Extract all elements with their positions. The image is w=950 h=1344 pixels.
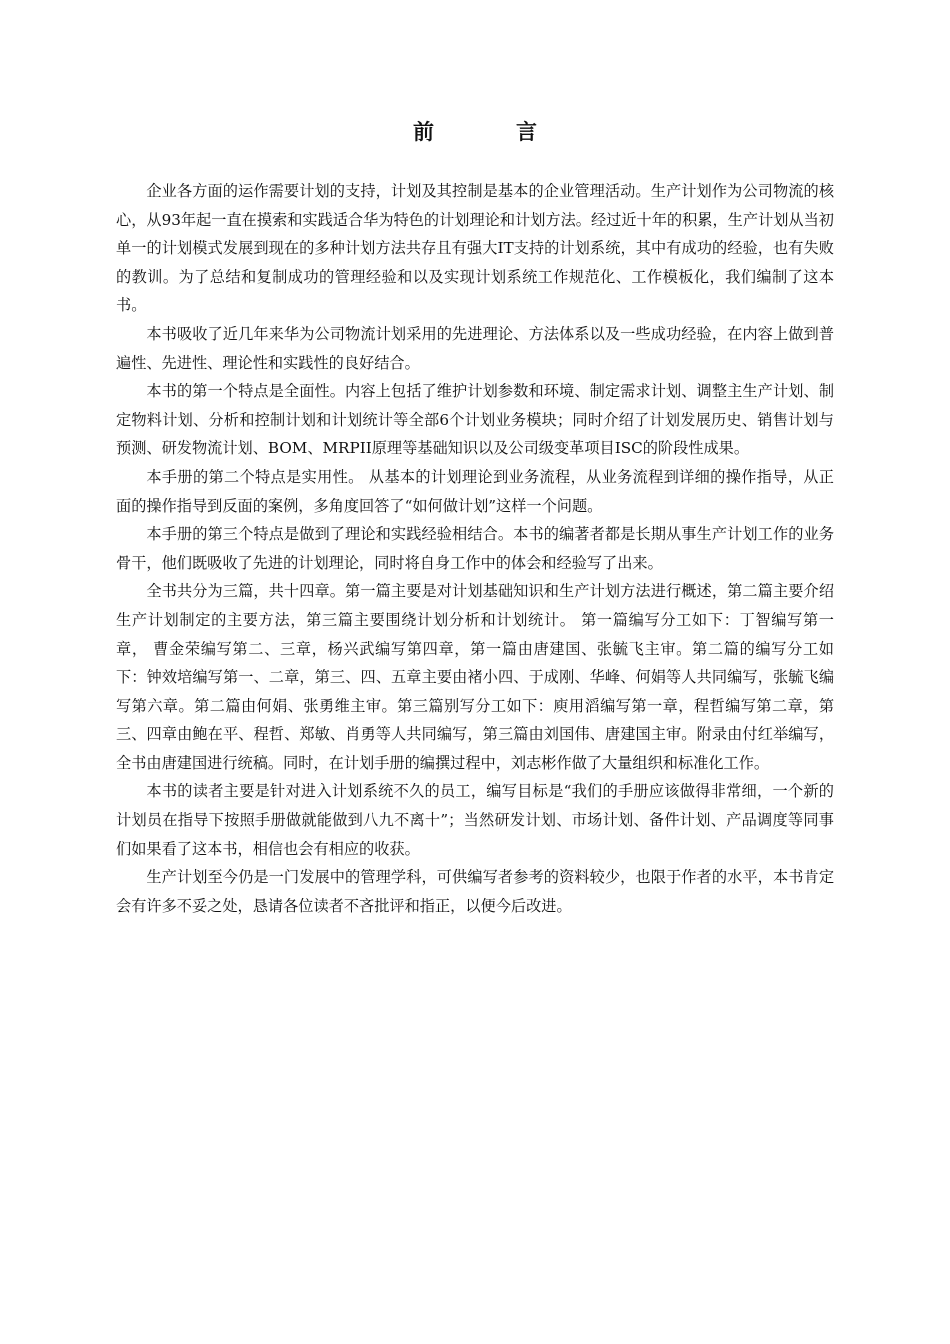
paragraph-intro: 企业各方面的运作需要计划的支持，计划及其控制是基本的企业管理活动。生产计划作为公司物流的核心，从93年起一直在摸索和实践适合华为特色的计划理论和计划方法。经过近十年的积累，生产计划从当初单一的计划模式发展到现在的多种计划方法共存且有强大IT支持的计划系统，其中有成功的经验，也有失败的教训。为了总结和复制成功的管理经验和以及实现计划系统工作规范化、工作模板化，我们编制了这本书。 [116, 182, 834, 315]
paragraph-feature-comprehensive: 本书的第一个特点是全面性。内容上包括了维护计划参数和环境、制定需求计划、调整主生产计划、制定物料计划、分析和控制计划和计划统计等全部6个计划业务模块；同时介绍了计划发展历史、销售计划与预测、研发物流计划、BOM、MRPII原理等基础知识以及公司级变革项目ISC的阶段性成果。 [116, 382, 834, 458]
title-char-1: 前 [413, 119, 434, 144]
page-title [0, 116, 950, 146]
paragraph-feature-theory-practice: 本手册的第三个特点是做到了理论和实践经验相结合。本书的编著者都是长期从事生产计划工作的业务骨干，他们既吸收了先进的计划理论，同时将自身工作中的体会和经验写了出来。 [116, 525, 834, 572]
paragraph-closing: 生产计划至今仍是一门发展中的管理学科，可供编写者参考的资料较少，也限于作者的水平，本书肯定会有许多不妥之处，恳请各位读者不吝批评和指正，以便今后改进。 [116, 868, 834, 915]
preface-body [116, 177, 834, 920]
title-char-2: 言 [516, 119, 537, 144]
paragraph-feature-practical: 本手册的第二个特点是实用性。 从基本的计划理论到业务流程，从业务流程到详细的操作指导，从正面的操作指导到反面的案例，多角度回答了“如何做计划”这样一个问题。 [116, 467, 834, 515]
paragraph-absorption: 本书吸收了近几年来华为公司物流计划采用的先进理论、方法体系以及一些成功经验，在内容上做到普遍性、先进性、理论性和实践性的良好结合。 [116, 324, 834, 372]
paragraph-structure-authors: 全书共分为三篇，共十四章。第一篇主要是对计划基础知识和生产计划方法进行概述，第二篇主要介绍生产计划制定的主要方法，第三篇主要围绕计划分析和计划统计。 第一篇编写分工如下：丁智编写第一章， 曹金荣编写第二、三章，杨兴武编写第四章，第一篇由唐建国、张毓飞主审。第二篇的编写分工如下：钟效培编写第一、二章，第三、四、五章主要由褚小四、于成刚、华峰、何娟等人共同编写，张毓飞编写第六章。第二篇由何娟、张勇维主审。第三篇别写分工如下：庾用滔编写第一章，程哲编写第二章，第三、四章由鲍在平、程哲、郑敏、肖勇等人共同编写，第三篇由刘国伟、唐建国主审。附录由付红举编写，全书由唐建国进行统稿。同时，在计划手册的编撰过程中，刘志彬作做了大量组织和标准化工作。 [116, 582, 834, 772]
paragraph-readers: 本书的读者主要是针对进入计划系统不久的员工，编写目标是“我们的手册应该做得非常细，一个新的计划员在指导下按照手册做就能做到八九不离十”；当然研发计划、市场计划、备件计划、产品调度等同事们如果看了这本书，相信也会有相应的收获。 [116, 782, 834, 858]
